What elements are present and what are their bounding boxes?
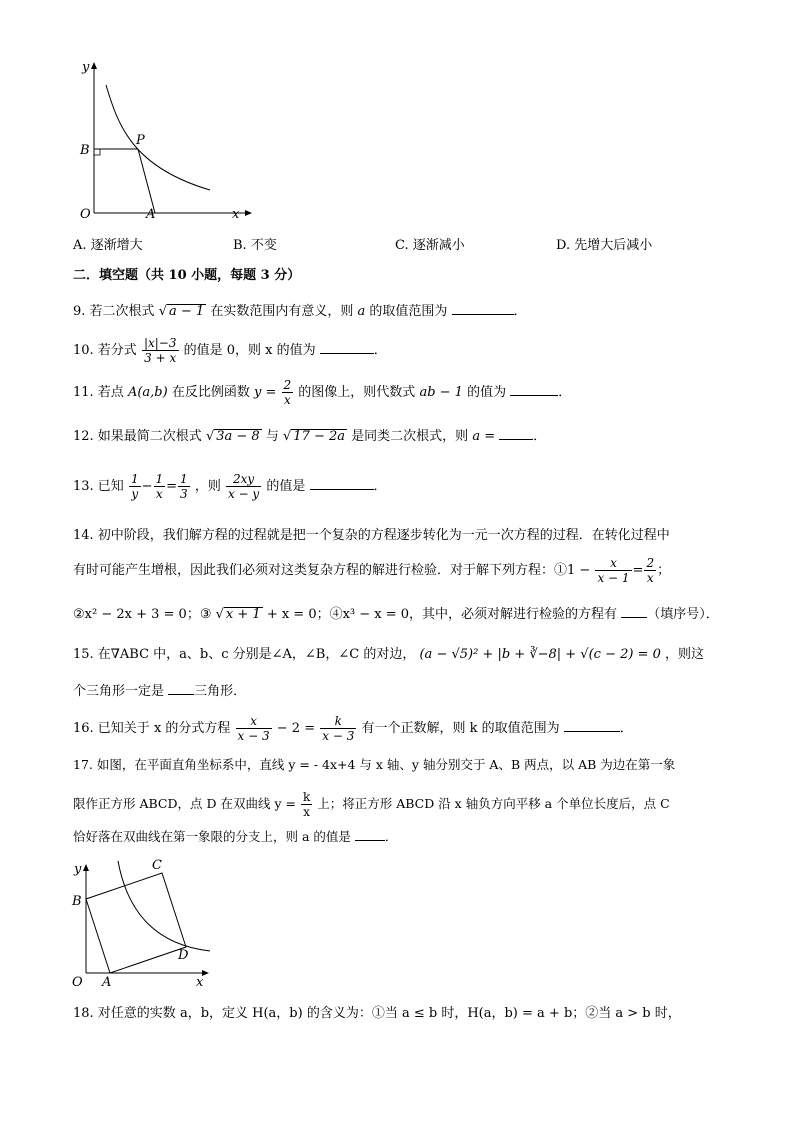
- option-b: B. 不变: [233, 238, 277, 253]
- question-16: 16. 已知关于 x 的分式方程 $\frac{x}{x - 3}$ − 2 = $\frac{k}{x - 3}$ 有一个正数解，则 k 的取值范围为 ．: [73, 714, 633, 743]
- question-11: 11. 若点 A(a,b) 在反比例函数 y = $\frac{2}{x}$ 的图像上，则代数式 ab − 1 的值为 ．: [73, 378, 572, 407]
- fig1-label-P: P: [136, 133, 145, 148]
- question-10: 10. 若分式 $\frac{|x|-3}{3 + x}$ 的值是 0，则 x 的值为 ．: [73, 336, 387, 365]
- fig1-label-x: x: [232, 207, 240, 222]
- fig2-label-C: C: [152, 858, 162, 873]
- question-15-line-2: 个三角形一定是 三角形．: [73, 680, 246, 702]
- fig1-label-B: B: [80, 143, 90, 158]
- fig2-label-O: O: [72, 975, 83, 990]
- fig2-label-B: B: [72, 894, 82, 909]
- section-title: 二．填空题（共 10 小题，每题 3 分）: [73, 268, 301, 283]
- figure-2-graph: [68, 855, 218, 995]
- question-13: 13. 已知 $\frac{1}{y}$ − $\frac{1}{x}$ = $\frac{1}{3}$ ，则 $\frac{2xy}{x - y}$ 的值是 ．: [73, 472, 387, 501]
- question-14-line-2: 有时可能产生增根，因此我们必须对这类复杂方程的解进行检验．对于解下列方程：①1 − $\frac{x}{x - 1}$ = $\frac{2}{x}$ ；: [73, 556, 671, 585]
- fig2-label-A: A: [102, 975, 112, 990]
- option-d: D. 先增大后减小: [556, 238, 653, 253]
- figure-1-graph: [70, 55, 260, 225]
- question-17-line-1: 17. 如图，在平面直角坐标系中，直线 y = - 4x+4 与 x 轴、y 轴分别交于 A、B 两点，以 AB 为边在第一象: [73, 757, 676, 772]
- question-17-line-3: 恰好落在双曲线在第一象限的分支上，则 a 的值是 ．: [73, 826, 397, 847]
- question-12: 12. 如果最简二次根式 √ 3a − 8 与 √ 17 − 2a 是同类二次根式，则 a = ．: [73, 425, 546, 447]
- option-a: A. 逐渐增大: [73, 238, 143, 253]
- question-14-line-3: ②x² − 2x + 3 = 0；③ √ x + 1 + x = 0；④x³ − x = 0，其中，必须对解进行检验的方程有 （填序号）．: [73, 603, 719, 625]
- fig2-label-D: D: [178, 948, 189, 963]
- question-18: 18. 对任意的实数 a，b，定义 H(a，b) 的含义为：①当 a ≤ b 时，H(a，b) = a + b；②当 a > b 时，: [73, 1006, 681, 1021]
- fig2-label-x: x: [196, 975, 204, 990]
- question-14-line-1: 14. 初中阶段，我们解方程的过程就是把一个复杂的方程逐步转化为一元一次方程的过程．在转化过程中: [73, 528, 670, 543]
- fig1-label-A: A: [146, 207, 156, 222]
- question-17-line-2: 限作正方形 ABCD，点 D 在双曲线 y = $\frac{k}{x}$ 上；将正方形 ABCD 沿 x 轴负方向平移 a 个单位长度后，点 C: [73, 790, 670, 819]
- option-c: C. 逐渐减小: [395, 238, 465, 253]
- fig1-label-O: O: [80, 207, 91, 222]
- fig1-label-y: y: [82, 60, 90, 75]
- fig2-label-y: y: [74, 862, 82, 877]
- question-9: 9. 若二次根式 √ a − 1 在实数范围内有意义，则 a 的取值范围为 ．: [73, 300, 527, 322]
- question-15-line-1: 15. 在∇ABC 中，a、b、c 分别是∠A，∠B，∠C 的对边， (a − √5)² + |b + ∛−8| + √(c − 2) = 0 ，则这: [73, 647, 705, 662]
